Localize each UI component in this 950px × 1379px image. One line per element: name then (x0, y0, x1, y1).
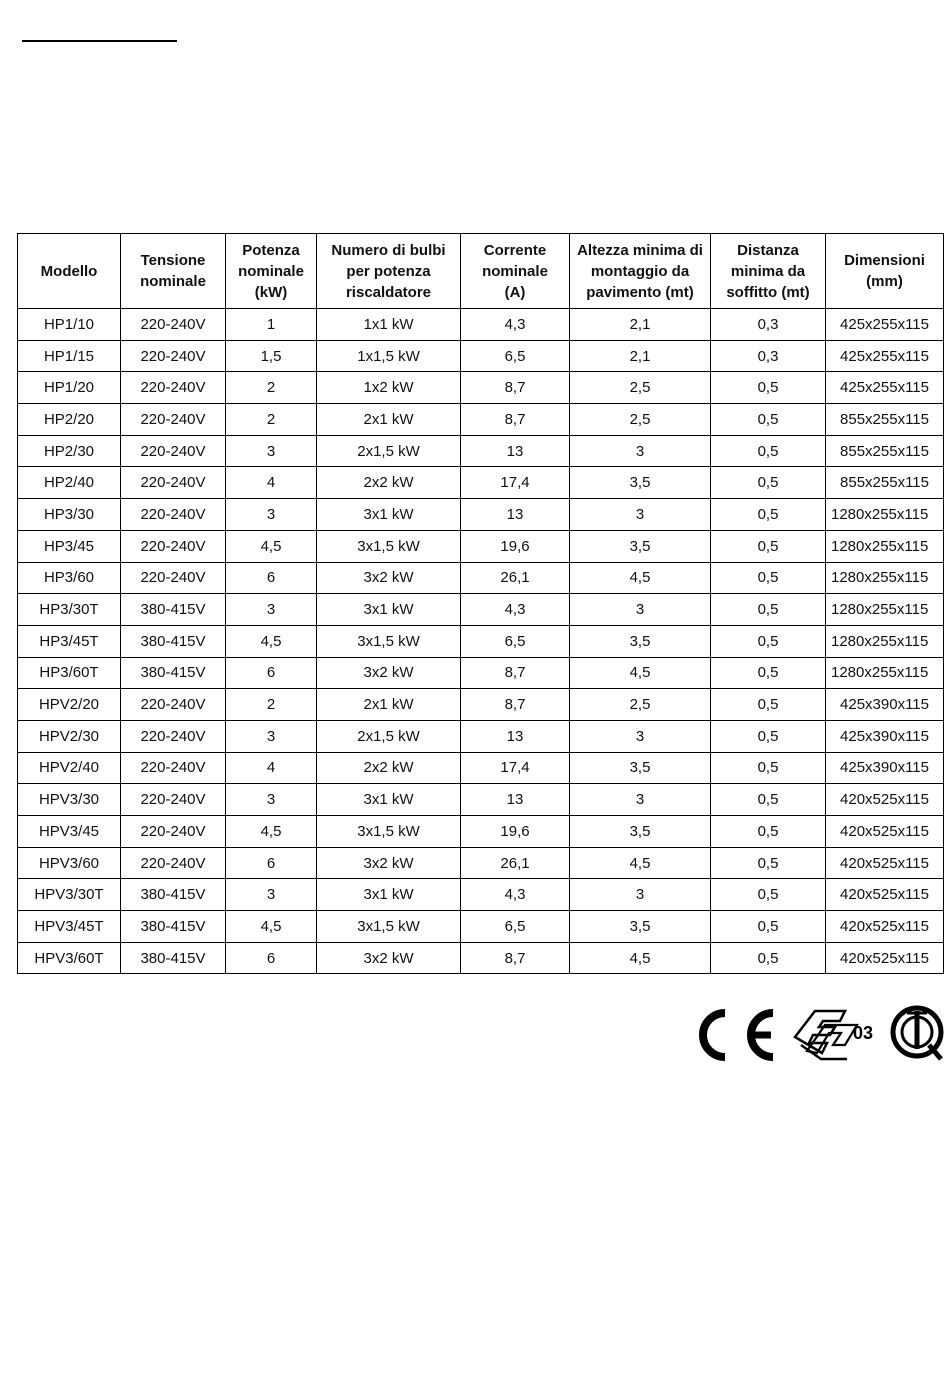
spec-table (17, 233, 944, 974)
table-cell: 3,5 (570, 752, 711, 784)
table-row (18, 657, 944, 689)
model-cell: HP3/45T (18, 625, 121, 657)
table-row (18, 752, 944, 784)
table-cell: 1x1,5 kW (317, 340, 461, 372)
table-cell: 3 (570, 784, 711, 816)
table-cell: 380-415V (121, 911, 226, 943)
column-header (226, 234, 317, 309)
table-cell: 855x255x115 (826, 435, 944, 467)
table-cell: 420x525x115 (826, 847, 944, 879)
model-cell: HPV3/45 (18, 816, 121, 848)
table-cell: 1280x255x115 (826, 594, 944, 626)
table-cell: 2x1,5 kW (317, 720, 461, 752)
table-row (18, 530, 944, 562)
table-cell: 380-415V (121, 625, 226, 657)
table-cell: 3 (570, 499, 711, 531)
table-cell: 6 (226, 942, 317, 974)
table-cell: 4 (226, 752, 317, 784)
model-cell: HP3/30 (18, 499, 121, 531)
table-cell: 0,5 (711, 816, 826, 848)
table-cell: 13 (461, 499, 570, 531)
column-header (711, 234, 826, 309)
table-cell: 1280x255x115 (826, 562, 944, 594)
model-cell: HPV3/60T (18, 942, 121, 974)
table-cell: 3 (226, 435, 317, 467)
table-cell: 0,5 (711, 562, 826, 594)
table-row (18, 847, 944, 879)
table-cell: 0,5 (711, 911, 826, 943)
table-cell: 2,5 (570, 372, 711, 404)
column-header-line: Corrente (483, 241, 547, 259)
table-row (18, 594, 944, 626)
table-cell: 0,5 (711, 372, 826, 404)
table-row (18, 879, 944, 911)
table-cell: 2x1 kW (317, 404, 461, 436)
table-cell: 1,5 (226, 340, 317, 372)
table-cell: 26,1 (461, 562, 570, 594)
model-cell: HPV3/30 (18, 784, 121, 816)
table-row (18, 689, 944, 721)
column-header-line: Modello (40, 262, 98, 280)
spec-table-head (18, 234, 944, 309)
column-header (826, 234, 944, 309)
table-cell: 3x1,5 kW (317, 625, 461, 657)
model-cell: HP3/60 (18, 562, 121, 594)
table-cell: 17,4 (461, 467, 570, 499)
model-cell: HP1/10 (18, 309, 121, 341)
table-row (18, 435, 944, 467)
column-header-line: nominale (140, 273, 206, 290)
table-cell: 3x1,5 kW (317, 816, 461, 848)
table-cell: 220-240V (121, 752, 226, 784)
table-cell: 220-240V (121, 784, 226, 816)
table-cell: 8,7 (461, 657, 570, 689)
table-row (18, 562, 944, 594)
column-header-line: Altezza minima di (577, 241, 703, 259)
table-cell: 6 (226, 847, 317, 879)
table-cell: 3 (226, 594, 317, 626)
table-row (18, 911, 944, 943)
model-cell: HPV2/30 (18, 720, 121, 752)
table-cell: 2,5 (570, 689, 711, 721)
table-cell: 3x1 kW (317, 879, 461, 911)
table-cell: 3x2 kW (317, 847, 461, 879)
table-cell: 1x2 kW (317, 372, 461, 404)
table-cell: 1280x255x115 (826, 657, 944, 689)
table-cell: 425x390x115 (826, 752, 944, 784)
column-header-line: minima da (730, 262, 806, 280)
table-cell: 220-240V (121, 467, 226, 499)
table-cell: 6 (226, 562, 317, 594)
table-cell: 0,5 (711, 625, 826, 657)
table-cell: 0,5 (711, 879, 826, 911)
table-row (18, 942, 944, 974)
table-cell: 13 (461, 784, 570, 816)
table-cell: 6 (226, 657, 317, 689)
table-cell: 0,5 (711, 752, 826, 784)
table-cell: 425x390x115 (826, 720, 944, 752)
table-cell: 3 (570, 720, 711, 752)
table-cell: 0,5 (711, 847, 826, 879)
table-cell: 3x1,5 kW (317, 911, 461, 943)
model-cell: HPV3/45T (18, 911, 121, 943)
table-cell: 3,5 (570, 816, 711, 848)
table-cell: 2x2 kW (317, 752, 461, 784)
table-cell: 425x255x115 (826, 309, 944, 341)
table-cell: 3 (226, 879, 317, 911)
table-row (18, 816, 944, 848)
table-row (18, 499, 944, 531)
table-cell: 220-240V (121, 847, 226, 879)
table-cell: 2x2 kW (317, 467, 461, 499)
column-header (121, 234, 226, 309)
table-cell: 0,5 (711, 594, 826, 626)
table-cell: 2 (226, 689, 317, 721)
table-cell: 2 (226, 404, 317, 436)
table-cell: 220-240V (121, 340, 226, 372)
column-header-line: nominale (238, 262, 304, 280)
model-cell: HPV3/60 (18, 847, 121, 879)
model-cell: HP3/60T (18, 657, 121, 689)
table-cell: 380-415V (121, 942, 226, 974)
table-cell: 220-240V (121, 309, 226, 341)
table-cell: 855x255x115 (826, 467, 944, 499)
table-cell: 420x525x115 (826, 784, 944, 816)
column-header (317, 234, 461, 309)
imq-mark-icon (893, 1008, 941, 1059)
column-header-line: Dimensioni (844, 252, 925, 269)
column-header-line: Distanza (737, 241, 799, 259)
model-cell: HP2/20 (18, 404, 121, 436)
table-cell: 420x525x115 (826, 816, 944, 848)
model-cell: HP2/30 (18, 435, 121, 467)
column-header-line: (mm) (866, 273, 903, 290)
table-cell: 0,5 (711, 657, 826, 689)
table-cell: 220-240V (121, 689, 226, 721)
column-header-line: per potenza (346, 262, 431, 280)
table-cell: 2,5 (570, 404, 711, 436)
table-cell: 425x390x115 (826, 689, 944, 721)
table-cell: 220-240V (121, 435, 226, 467)
table-cell: 0,5 (711, 784, 826, 816)
table-cell: 3 (226, 784, 317, 816)
table-cell: 8,7 (461, 404, 570, 436)
table-cell: 420x525x115 (826, 942, 944, 974)
table-row (18, 784, 944, 816)
table-cell: 220-240V (121, 404, 226, 436)
table-cell: 4,3 (461, 309, 570, 341)
table-cell: 220-240V (121, 720, 226, 752)
model-cell: HPV2/20 (18, 689, 121, 721)
table-cell: 3x1 kW (317, 594, 461, 626)
table-cell: 3,5 (570, 625, 711, 657)
table-cell: 425x255x115 (826, 340, 944, 372)
table-cell: 2x1,5 kW (317, 435, 461, 467)
table-cell: 0,5 (711, 467, 826, 499)
table-cell: 19,6 (461, 816, 570, 848)
eac-code-text: 03 (853, 1023, 874, 1043)
table-cell: 3,5 (570, 530, 711, 562)
table-cell: 4,5 (570, 847, 711, 879)
column-header-line: Tensione (140, 252, 206, 269)
table-cell: 220-240V (121, 816, 226, 848)
table-cell: 220-240V (121, 562, 226, 594)
table-cell: 4,5 (570, 942, 711, 974)
table-cell: 17,4 (461, 752, 570, 784)
table-cell: 380-415V (121, 657, 226, 689)
table-cell: 1 (226, 309, 317, 341)
column-header-line: riscaldatore (345, 283, 432, 301)
table-cell: 1x1 kW (317, 309, 461, 341)
table-cell: 0,3 (711, 309, 826, 341)
column-header-line: (kW) (254, 283, 288, 301)
table-cell: 3 (226, 499, 317, 531)
table-cell: 13 (461, 720, 570, 752)
model-cell: HP1/15 (18, 340, 121, 372)
table-cell: 425x255x115 (826, 372, 944, 404)
table-cell: 0,5 (711, 530, 826, 562)
model-cell: HP3/30T (18, 594, 121, 626)
table-row (18, 340, 944, 372)
table-cell: 420x525x115 (826, 911, 944, 943)
model-cell: HPV3/30T (18, 879, 121, 911)
table-cell: 4,5 (570, 562, 711, 594)
table-cell: 0,5 (711, 499, 826, 531)
table-cell: 4,3 (461, 594, 570, 626)
table-cell: 220-240V (121, 499, 226, 531)
column-header-line: soffitto (mt) (726, 283, 810, 301)
table-cell: 1280x255x115 (826, 499, 944, 531)
table-row (18, 467, 944, 499)
table-cell: 13 (461, 435, 570, 467)
table-cell: 0,5 (711, 942, 826, 974)
table-cell: 4,5 (226, 816, 317, 848)
table-cell: 3x2 kW (317, 562, 461, 594)
table-cell: 1280x255x115 (826, 625, 944, 657)
table-cell: 8,7 (461, 942, 570, 974)
model-cell: HP3/45 (18, 530, 121, 562)
table-cell: 2,1 (570, 340, 711, 372)
table-cell: 380-415V (121, 594, 226, 626)
table-cell: 3 (570, 435, 711, 467)
table-row (18, 372, 944, 404)
table-cell: 4,3 (461, 879, 570, 911)
column-header (570, 234, 711, 309)
top-rule (22, 40, 177, 42)
table-row (18, 625, 944, 657)
table-cell: 3x2 kW (317, 942, 461, 974)
model-cell: HP2/40 (18, 467, 121, 499)
eac-mark-icon (795, 1011, 873, 1059)
table-cell: 8,7 (461, 689, 570, 721)
table-cell: 6,5 (461, 911, 570, 943)
table-cell: 3 (226, 720, 317, 752)
column-header-line: montaggio da (590, 262, 690, 280)
table-cell: 4,5 (226, 625, 317, 657)
spec-table-body (18, 309, 944, 974)
table-row (18, 720, 944, 752)
table-cell: 3x1 kW (317, 499, 461, 531)
table-cell: 420x525x115 (826, 879, 944, 911)
table-cell: 3,5 (570, 911, 711, 943)
table-cell: 6,5 (461, 625, 570, 657)
table-row (18, 309, 944, 341)
table-cell: 0,5 (711, 404, 826, 436)
table-row (18, 404, 944, 436)
table-cell: 3x1,5 kW (317, 530, 461, 562)
table-cell: 3 (570, 879, 711, 911)
model-cell: HPV2/40 (18, 752, 121, 784)
table-cell: 4 (226, 467, 317, 499)
table-cell: 0,5 (711, 689, 826, 721)
table-cell: 4,5 (226, 530, 317, 562)
header-row (18, 234, 944, 309)
table-cell: 3,5 (570, 467, 711, 499)
column-header (18, 234, 121, 309)
table-cell: 3x2 kW (317, 657, 461, 689)
table-cell: 0,5 (711, 720, 826, 752)
table-cell: 3x1 kW (317, 784, 461, 816)
table-cell: 4,5 (226, 911, 317, 943)
column-header-line: Numero di bulbi (331, 241, 446, 259)
ce-mark-icon (703, 1013, 773, 1057)
table-cell: 380-415V (121, 879, 226, 911)
table-cell: 220-240V (121, 530, 226, 562)
table-cell: 1280x255x115 (826, 530, 944, 562)
column-header-line: Potenza (242, 241, 300, 259)
table-cell: 0,3 (711, 340, 826, 372)
table-cell: 855x255x115 (826, 404, 944, 436)
table-cell: 2,1 (570, 309, 711, 341)
table-cell: 3 (570, 594, 711, 626)
certification-marks (695, 1003, 945, 1065)
table-cell: 19,6 (461, 530, 570, 562)
model-cell: HP1/20 (18, 372, 121, 404)
table-cell: 26,1 (461, 847, 570, 879)
column-header-line: pavimento (mt) (586, 283, 694, 301)
table-cell: 220-240V (121, 372, 226, 404)
table-cell: 2x1 kW (317, 689, 461, 721)
table-cell: 0,5 (711, 435, 826, 467)
column-header-line: (A) (504, 283, 526, 301)
column-header (461, 234, 570, 309)
table-cell: 2 (226, 372, 317, 404)
table-cell: 6,5 (461, 340, 570, 372)
table-cell: 4,5 (570, 657, 711, 689)
column-header-line: nominale (482, 262, 548, 280)
table-cell: 8,7 (461, 372, 570, 404)
